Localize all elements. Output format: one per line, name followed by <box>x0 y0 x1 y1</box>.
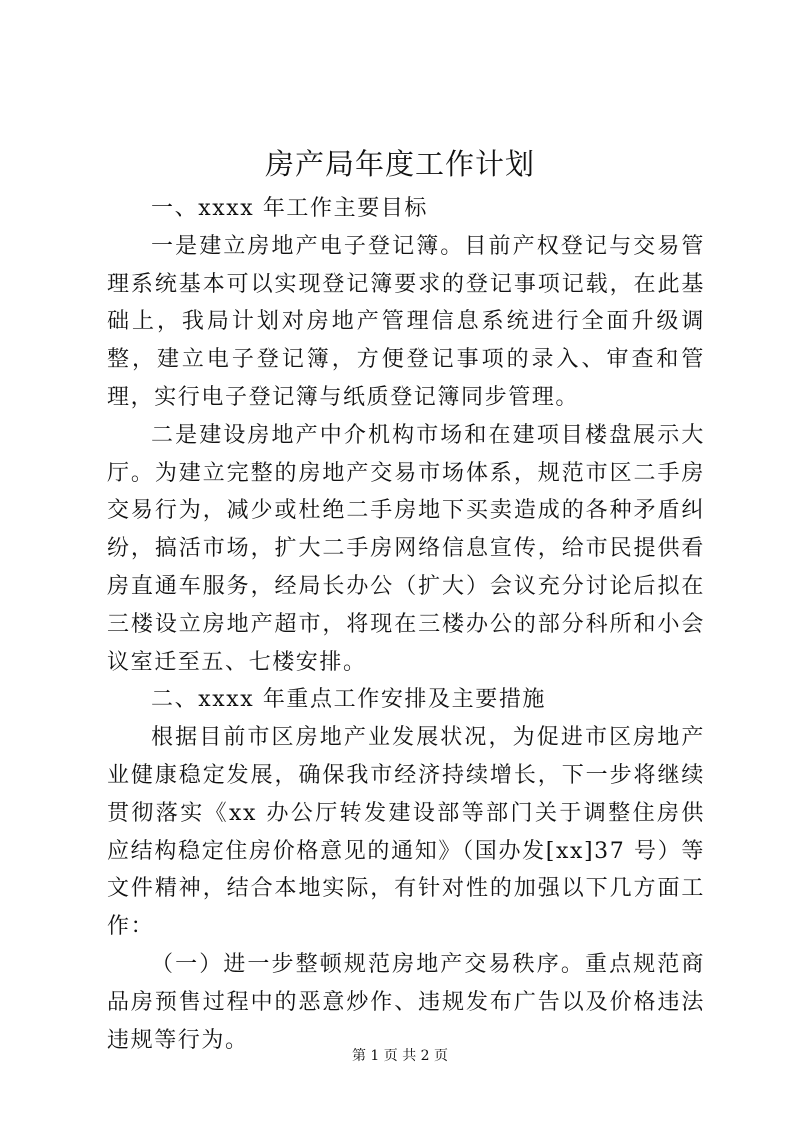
page-number-footer: 第 1 页 共 2 页 <box>351 1048 449 1064</box>
body-paragraph: 二是建设房地产中介机构市场和在建项目楼盘展示大厅。为建立完整的房地产交易市场体系，规范市区二手房交易行为，减少或杜绝二手房地下买卖造成的各种矛盾纠纷，搞活市场，扩大二手房网络信息宣传，给市民提供看房直通车服务，经局长办公（扩大）会议充分讨论后拟在三楼设立房地产超市，将现在三楼办公的部分科所和小会议室迁至五、七楼安排。 <box>107 422 705 675</box>
section-heading: 二、xxxx 年重点工作安排及主要措施 <box>151 687 547 713</box>
document-body <box>107 190 705 1059</box>
body-paragraph: 根据目前市区房地产业发展状况，为促进市区房地产业健康稳定发展，确保我市经济持续增长，下一步将继续贯彻落实《xx 办公厅转发建设部等部门关于调整住房供应结构稳定住房价格意见的通知》（国办发[xx]37 号）等文件精神，结合本地实际，有针对性的加强以下几方面工作： <box>107 725 705 940</box>
body-paragraph: 一是建立房地产电子登记簿。目前产权登记与交易管理系统基本可以实现登记簿要求的登记事项记载，在此基础上，我局计划对房地产管理信息系统进行全面升级调整，建立电子登记簿，方便登记事项的录入、审查和管理，实行电子登记簿与纸质登记簿同步管理。 <box>107 233 705 410</box>
document-title: 房产局年度工作计划 <box>264 147 535 181</box>
body-paragraph: （一）进一步整顿规范房地产交易秩序。重点规范商品房预售过程中的恶意炒作、违规发布广告以及价格违法违规等行为。 <box>107 951 705 1053</box>
section-heading: 一、xxxx 年工作主要目标 <box>151 196 429 221</box>
